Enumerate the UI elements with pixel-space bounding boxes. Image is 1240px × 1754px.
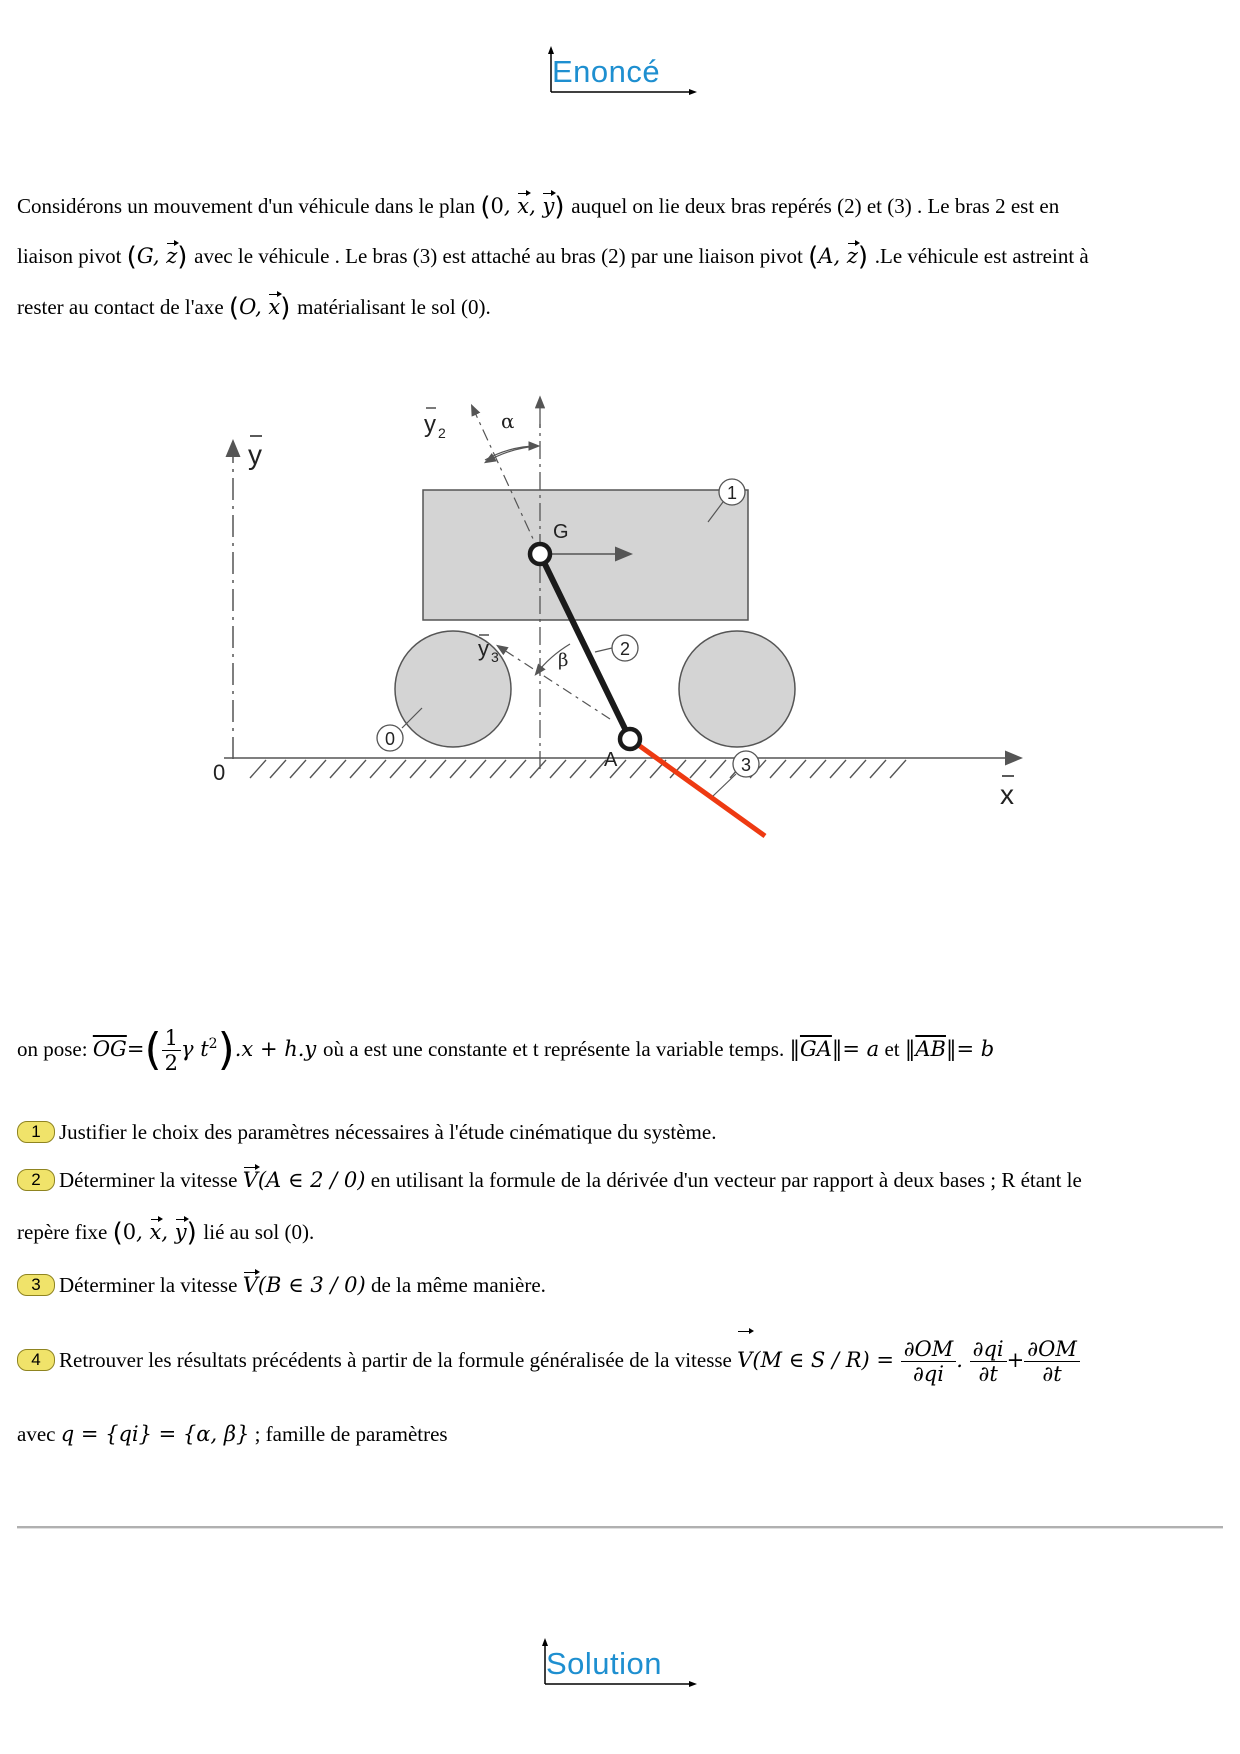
axis-O-math: (O, x) (228, 293, 291, 323)
pivot-A-math: (A, z) (808, 242, 869, 272)
pose-equation: $\overline{OG}=$( $\frac{1}{2}$ γ $t^2).x + h.y$ (92, 1024, 317, 1075)
wheel-right (679, 631, 795, 747)
question-4-badge[interactable]: 4 (17, 1349, 55, 1371)
frac-num: ∂qi (970, 1337, 1007, 1362)
callout-3-leader (713, 774, 736, 796)
ground-hatch-mark (510, 760, 526, 778)
ground-hatch-mark (830, 760, 846, 778)
frame-R-math: (0, x, y) (480, 192, 565, 222)
parameter-family-math: q = {qi} = {α, β} (60, 1422, 250, 1446)
ground-hatch-mark (350, 760, 366, 778)
family-text: ; famille de paramètres (254, 1422, 448, 1446)
question-2-text: Déterminer la vitesse (59, 1168, 238, 1192)
pose-prefix: on pose: (17, 1037, 88, 1061)
gamma-t: γ t (180, 1037, 209, 1061)
y2-label: y (424, 411, 436, 438)
ground-hatch-mark (630, 760, 646, 778)
question-3 (17, 1271, 546, 1299)
question-4-cont (17, 1420, 448, 1448)
ground-hatch-mark (410, 760, 426, 778)
ground-hatch (250, 760, 906, 778)
intro-text: .Le véhicule est astreint à (874, 244, 1089, 268)
callout-0-label: 0 (384, 729, 396, 749)
pivot-G-math: (G, z) (126, 242, 188, 272)
one-half-fraction (162, 1026, 181, 1075)
y3-label: y (478, 636, 489, 661)
ground-hatch-mark (270, 760, 286, 778)
frac-den: ∂t (1042, 1362, 1062, 1386)
velocity-B-math (243, 1273, 366, 1297)
ground-hatch-mark (470, 760, 486, 778)
pivot-G (530, 544, 550, 564)
ground-hatch-mark (870, 760, 886, 778)
eq-b: = b (956, 1037, 995, 1061)
question-1-badge[interactable]: 1 (17, 1121, 55, 1143)
question-2-cont (17, 1218, 314, 1247)
plus-sign: + (1006, 1348, 1025, 1372)
G-label: G (553, 521, 569, 543)
vehicle-body (423, 490, 748, 620)
vehicle-diagram (180, 384, 1040, 944)
origin-label: 0 (213, 760, 226, 785)
GA-norm: $‖\overline{GA}‖= a$ (789, 1037, 880, 1061)
generalized-velocity-formula: V(M ∈ S / R) = $\frac{\partial OM}{\partial qi}$ . $\frac{\partial qi}{\partial t}$ + $\frac{\partial OM}{\partial t}$ (737, 1348, 1080, 1372)
intro-text: avec le véhicule . Le bras (3) est attaché au bras (2) par une liaison pivot (194, 244, 803, 268)
y2-subscript: 2 (438, 425, 446, 441)
y3-subscript: 3 (491, 649, 499, 665)
frac-den: ∂t (978, 1362, 998, 1386)
ground-hatch-mark (250, 760, 266, 778)
exponent: 2 (208, 1036, 218, 1052)
frac-num: 1 (162, 1026, 181, 1051)
ground-hatch-mark (690, 760, 706, 778)
intro-text: liaison pivot (17, 244, 122, 268)
ground-hatch-mark (850, 760, 866, 778)
pose-line (17, 1014, 994, 1080)
partial-OM-t (1024, 1337, 1080, 1386)
y-axis-label: y (248, 439, 262, 470)
A-label: A (604, 749, 618, 771)
ground-hatch-mark (710, 760, 726, 778)
ground-hatch-mark (450, 760, 466, 778)
callout-3-label: 3 (740, 755, 752, 775)
ground-hatch-mark (490, 760, 506, 778)
question-3-text: Déterminer la vitesse (59, 1273, 238, 1297)
question-2 (17, 1166, 1082, 1194)
equals-sign: = (126, 1037, 145, 1061)
et-text: et (884, 1037, 900, 1061)
partial-OM-qi (901, 1337, 957, 1386)
avec-text: avec (17, 1422, 56, 1446)
question-1 (17, 1118, 716, 1146)
ground-hatch-mark (330, 760, 346, 778)
beta-label: β (558, 650, 569, 671)
ground-hatch-mark (310, 760, 326, 778)
intro-text: auquel on lie deux bras repérés (2) et (3) . Le bras 2 est en (571, 194, 1060, 218)
frame-R-math-2: (0, x, y) (112, 1218, 197, 1248)
question-3-text: de la même manière. (370, 1273, 546, 1297)
velocity-A-math (243, 1168, 366, 1192)
pivot-A (620, 729, 640, 749)
solution-title-link[interactable] (534, 1636, 704, 1696)
ground-hatch-mark (790, 760, 806, 778)
frac-num: ∂OM (901, 1337, 957, 1362)
ground-hatch-mark (370, 760, 386, 778)
ground-hatch-mark (290, 760, 306, 778)
intro-text: matérialisant le sol (0). (297, 295, 491, 319)
velocity-arg: (B ∈ 3 / 0) (257, 1273, 366, 1297)
velocity-symbol: V (737, 1330, 752, 1390)
intro-line-1 (17, 192, 1059, 221)
velocity-symbol: V (242, 1273, 258, 1297)
question-2-text: en utilisant la formule de la dérivée d'un vecteur par rapport à deux bases ; R étant le (370, 1168, 1082, 1192)
intro-text: rester au contact de l'axe (17, 295, 224, 319)
question-2-badge[interactable]: 2 (17, 1169, 55, 1191)
solution-title: Solution (546, 1646, 663, 1681)
section-separator (17, 1526, 1223, 1529)
OG-vector: $\overline{OG}$ (92, 1037, 127, 1061)
frac-den: 2 (164, 1051, 178, 1075)
question-2-text: repère fixe (17, 1220, 108, 1244)
intro-line-3 (17, 293, 491, 322)
ground-hatch-mark (530, 760, 546, 778)
question-2-text: lié au sol (0). (203, 1220, 315, 1244)
frac-den: ∂qi (912, 1362, 944, 1386)
x-axis-label: x (1000, 779, 1014, 810)
callout-2-leader (595, 648, 612, 652)
velocity-arg: (A ∈ 2 / 0) (257, 1168, 366, 1192)
alpha-label: α (501, 409, 515, 433)
AB-norm: $‖\overline{AB}‖= b$ (904, 1037, 995, 1061)
callout-2-label: 2 (619, 639, 631, 659)
intro-line-2 (17, 242, 1089, 271)
ground-hatch-mark (430, 760, 446, 778)
ground-hatch-mark (570, 760, 586, 778)
GA-vector: $\overline{GA}$ (799, 1037, 832, 1061)
eq-a: = a (842, 1037, 880, 1061)
ground-hatch-mark (390, 760, 406, 778)
velocity-symbol: V (242, 1168, 258, 1192)
ground-hatch-mark (810, 760, 826, 778)
velocity-arg: (M ∈ S / R) = (752, 1348, 894, 1372)
question-1-text: Justifier le choix des paramètres nécessaires à l'étude cinématique du système. (59, 1120, 717, 1144)
enonce-title: Enoncé (552, 54, 661, 89)
ground-hatch-mark (770, 760, 786, 778)
question-3-badge[interactable]: 3 (17, 1274, 55, 1296)
callout-1-label: 1 (726, 483, 738, 503)
partial-qi-t (970, 1337, 1007, 1386)
question-4 (17, 1330, 1080, 1390)
pose-x-part: .x + h.y (234, 1037, 317, 1061)
ground-hatch-mark (550, 760, 566, 778)
ground-hatch-mark (890, 760, 906, 778)
frac-num: ∂OM (1024, 1337, 1080, 1362)
intro-text: Considérons un mouvement d'un véhicule dans le plan (17, 194, 476, 218)
enonce-title-link[interactable] (540, 44, 710, 104)
AB-vector: $\overline{AB}$ (915, 1037, 946, 1061)
pose-middle-text: où a est une constante et t représente la variable temps. (322, 1037, 785, 1061)
question-4-text: Retrouver les résultats précédents à partir de la formule généralisée de la vitesse (59, 1348, 732, 1372)
